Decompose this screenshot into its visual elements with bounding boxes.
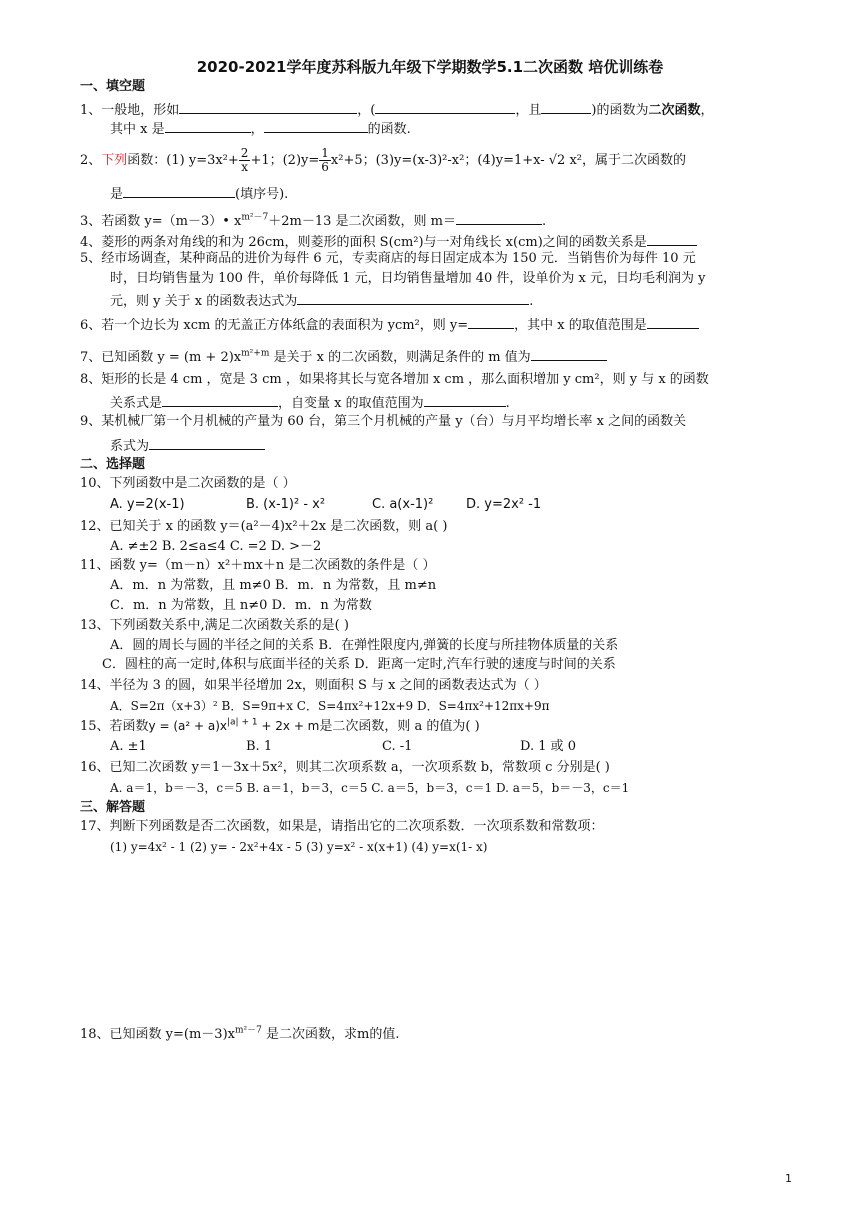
q2-fraction-2: $\frac{1}{6}$ bbox=[321, 146, 329, 174]
q15-option-a: A. ±1 bbox=[110, 739, 147, 754]
question-14: 14、半径为 3 的圆，如果半径增加 2x，则面积 S 与 x 之间的函数表达式为（ ） bbox=[80, 678, 547, 693]
question-11-options-1: A．m．n 为常数，且 m≠0 B．m．n 为常数，且 m≠n bbox=[110, 578, 437, 593]
question-12-options: A. ≠±2 B. 2≤a≤4 C. =2 D. >－2 bbox=[110, 539, 322, 554]
question-16-options: A. a＝1，b＝－3，c＝5 B. a＝1，b＝3，c＝5 C. a＝5，b＝3，c＝1 D. a＝5，b＝－3，c＝1 bbox=[110, 781, 630, 795]
q18-text-b: 是二次函数，求m的值. bbox=[261, 1027, 400, 1042]
question-2-line-2 bbox=[110, 183, 288, 204]
q10-option-c: C. a(x-1)² bbox=[372, 497, 434, 512]
q1-text-h: ， bbox=[250, 122, 264, 137]
question-1-line-1 bbox=[80, 99, 713, 120]
q5-text-c: 元，则 y 关于 x 的函数表达式为 bbox=[110, 294, 298, 309]
q2-num: 2、 bbox=[80, 153, 102, 168]
question-1-line-2 bbox=[110, 118, 411, 139]
q15-formula-a: y = (a² + a)x bbox=[148, 719, 227, 733]
q2-blank bbox=[123, 183, 235, 198]
question-8-line-1: 8、矩形的长是 4 cm ，宽是 3 cm ，如果将其长与宽各增加 x cm ，那么面积增加 y cm²，则 y 与 x 的函数 bbox=[80, 372, 709, 387]
q2-text-a: 函数：(1) y=3x²+ bbox=[127, 153, 239, 168]
section-choice-heading: 二、选择题 bbox=[80, 457, 146, 472]
question-8-line-2 bbox=[110, 392, 510, 413]
question-13-options-1: A．圆的周长与圆的半径之间的关系 B．在弹性限度内,弹簧的长度与所挂物体质量的关系 bbox=[110, 638, 619, 653]
q1-blank-2 bbox=[375, 99, 515, 114]
q15-text-d: 是二次函数，则 a 的值为( ) bbox=[319, 719, 480, 734]
question-10-options bbox=[110, 496, 541, 514]
q6-blank-2 bbox=[647, 314, 699, 329]
q8-text-b: 关系式是 bbox=[110, 396, 163, 411]
q2-text-d: 是 bbox=[110, 187, 124, 202]
q15-formula-b: + 2x + m bbox=[257, 719, 320, 733]
q3-text-b: ＋2m－13 是二次函数，则 m＝ bbox=[268, 214, 456, 229]
question-5-line-2: 时，日均销售量为 100 件，单价每降低 1 元，日均销售量增加 40 件，设单价为 x 元，日均毛利润为 y bbox=[110, 271, 706, 286]
q8-text-d: . bbox=[505, 396, 510, 411]
q4-blank bbox=[647, 231, 697, 246]
q15-option-d: D. 1 或 0 bbox=[520, 739, 577, 754]
q3-text-c: . bbox=[541, 214, 547, 229]
question-12: 12、已知关于 x 的函数 y＝(a²－4)x²＋2x 是二次函数，则 a( ) bbox=[80, 519, 448, 534]
q15-option-c: C. -1 bbox=[382, 739, 413, 754]
q15-text-a: 15、若函数 bbox=[80, 719, 149, 734]
question-5-line-3 bbox=[110, 290, 533, 311]
q2-text-b: +1；(2)y= bbox=[250, 153, 320, 168]
q6-text-a: 6、若一个边长为 xcm 的无盖正方体纸盒的表面积为 ycm²，则 y= bbox=[80, 318, 469, 333]
question-11-options-2: C．m．n 为常数，且 n≠0 D．m．n 为常数 bbox=[110, 598, 372, 613]
q3-text-a: 3、若函数 y=（m－3）• x bbox=[80, 214, 242, 229]
q18-exponent: m²－7 bbox=[235, 1025, 262, 1036]
q1-text-g: 其中 x 是 bbox=[110, 122, 165, 137]
q2-text-c: x²+5；(3)y=(x-3)²-x²；(4)y=1+x- √2 x²，属于二次函数的 bbox=[330, 153, 686, 168]
q1-text-b: ，( bbox=[357, 103, 376, 118]
q8-text-c: ，自变量 x 的取值范围为 bbox=[278, 396, 424, 411]
question-16: 16、已知二次函数 y＝1－3x＋5x²，则其二次项系数 a，一次项系数 b，常数项 c 分别是( ) bbox=[80, 760, 610, 775]
question-9-line-1: 9、某机械厂第一个月机械的产量为 60 台，第三个月机械的产量 y（台）与月平均增长率 x 之间的函数关 bbox=[80, 414, 687, 429]
question-13: 13、下列函数关系中,满足二次函数关系的是( ) bbox=[80, 618, 349, 633]
q5-text-d: . bbox=[529, 294, 534, 309]
q1-text-e: 二次函数 bbox=[648, 103, 701, 118]
q7-text-a: 7、已知函数 y = (m + 2)x bbox=[80, 350, 242, 365]
q5-blank bbox=[297, 290, 529, 305]
q1-blank-3 bbox=[541, 99, 591, 114]
section-fill-heading: 一、填空题 bbox=[80, 79, 146, 94]
question-13-options-2: C．圆柱的高一定时,体积与底面半径的关系 D．距离一定时,汽车行驶的速度与时间的关系 bbox=[102, 657, 616, 672]
question-7 bbox=[80, 346, 607, 367]
q1-text-c: ，且 bbox=[515, 103, 542, 118]
q8-blank-1 bbox=[162, 392, 278, 407]
section-answer-heading: 三、解答题 bbox=[80, 800, 146, 815]
q7-text-b: 是关于 x 的二次函数，则满足条件的 m 值为 bbox=[269, 350, 531, 365]
q1-text-i: 的函数. bbox=[367, 122, 411, 137]
q6-text-b: ，其中 x 的取值范围是 bbox=[514, 318, 647, 333]
question-2-line-1 bbox=[80, 147, 686, 174]
q9-blank bbox=[149, 435, 265, 450]
q10-option-a: A. y=2(x-1) bbox=[110, 497, 185, 512]
q1-text-d: )的函数为 bbox=[591, 103, 649, 118]
question-9-line-2 bbox=[110, 435, 265, 456]
q7-exponent: m²+m bbox=[241, 348, 270, 359]
q1-blank-5 bbox=[264, 118, 368, 133]
q2-red-word: 下列 bbox=[101, 153, 128, 168]
question-6 bbox=[80, 314, 699, 335]
q1-blank-1 bbox=[179, 99, 357, 114]
q18-text-a: 18、已知函数 y=(m－3)x bbox=[80, 1027, 235, 1042]
question-15 bbox=[80, 717, 480, 736]
q3-exponent: m²－7 bbox=[241, 212, 269, 223]
page-title: 2020-2021学年度苏科版九年级下学期数学5.1二次函数 培优训练卷 bbox=[196, 58, 664, 76]
q15-exponent: |a| + 1 bbox=[227, 717, 258, 728]
question-4 bbox=[80, 231, 697, 252]
q3-blank bbox=[456, 210, 542, 225]
q4-text: 4、菱形的两条对角线的和为 26cm，则菱形的面积 S(cm²)与一对角线长 x(cm)之间的函数关系是 bbox=[80, 235, 647, 250]
q2-text-e: (填序号). bbox=[235, 187, 289, 202]
q1-text-a: 1、一般地，形如 bbox=[80, 103, 180, 118]
question-15-options bbox=[110, 738, 576, 756]
question-17-parts: (1) y=4x² - 1 (2) y= - 2x²+4x - 5 (3) y=x² - x(x+1) (4) y=x(1- x) bbox=[110, 840, 488, 854]
question-18 bbox=[80, 1026, 399, 1044]
question-5-line-1: 5、经市场调查，某种商品的进价为每件 6 元，专卖商店的每日固定成本为 150 元．当销售价为每件 10 元 bbox=[80, 251, 696, 266]
question-3 bbox=[80, 210, 546, 231]
q10-option-b: B. (x-1)² - x² bbox=[246, 497, 326, 512]
q2-fraction-1: $\frac{2}{x}$ bbox=[240, 146, 249, 174]
question-10: 10、下列函数中是二次函数的是（ ） bbox=[80, 476, 296, 491]
q1-blank-4 bbox=[165, 118, 251, 133]
q8-blank-2 bbox=[424, 392, 506, 407]
q9-text-b: 系式为 bbox=[110, 439, 150, 454]
page-number: 1 bbox=[785, 1172, 792, 1185]
question-14-options: A．S=2π（x+3）² B．S=9π+x C．S=4πx²+12x+9 D．S=4πx²+12πx+9π bbox=[110, 699, 550, 713]
q15-option-b: B. 1 bbox=[246, 739, 273, 754]
q1-text-f: ， bbox=[700, 103, 714, 118]
question-11: 11、函数 y=（m－n）x²＋mx＋n 是二次函数的条件是（ ） bbox=[80, 558, 436, 573]
q7-blank bbox=[531, 346, 607, 361]
q6-blank-1 bbox=[468, 314, 514, 329]
q10-option-d: D. y=2x² -1 bbox=[466, 497, 542, 512]
question-17: 17、判断下列函数是否二次函数，如果是，请指出它的二次项系数．一次项系数和常数项： bbox=[80, 819, 604, 834]
